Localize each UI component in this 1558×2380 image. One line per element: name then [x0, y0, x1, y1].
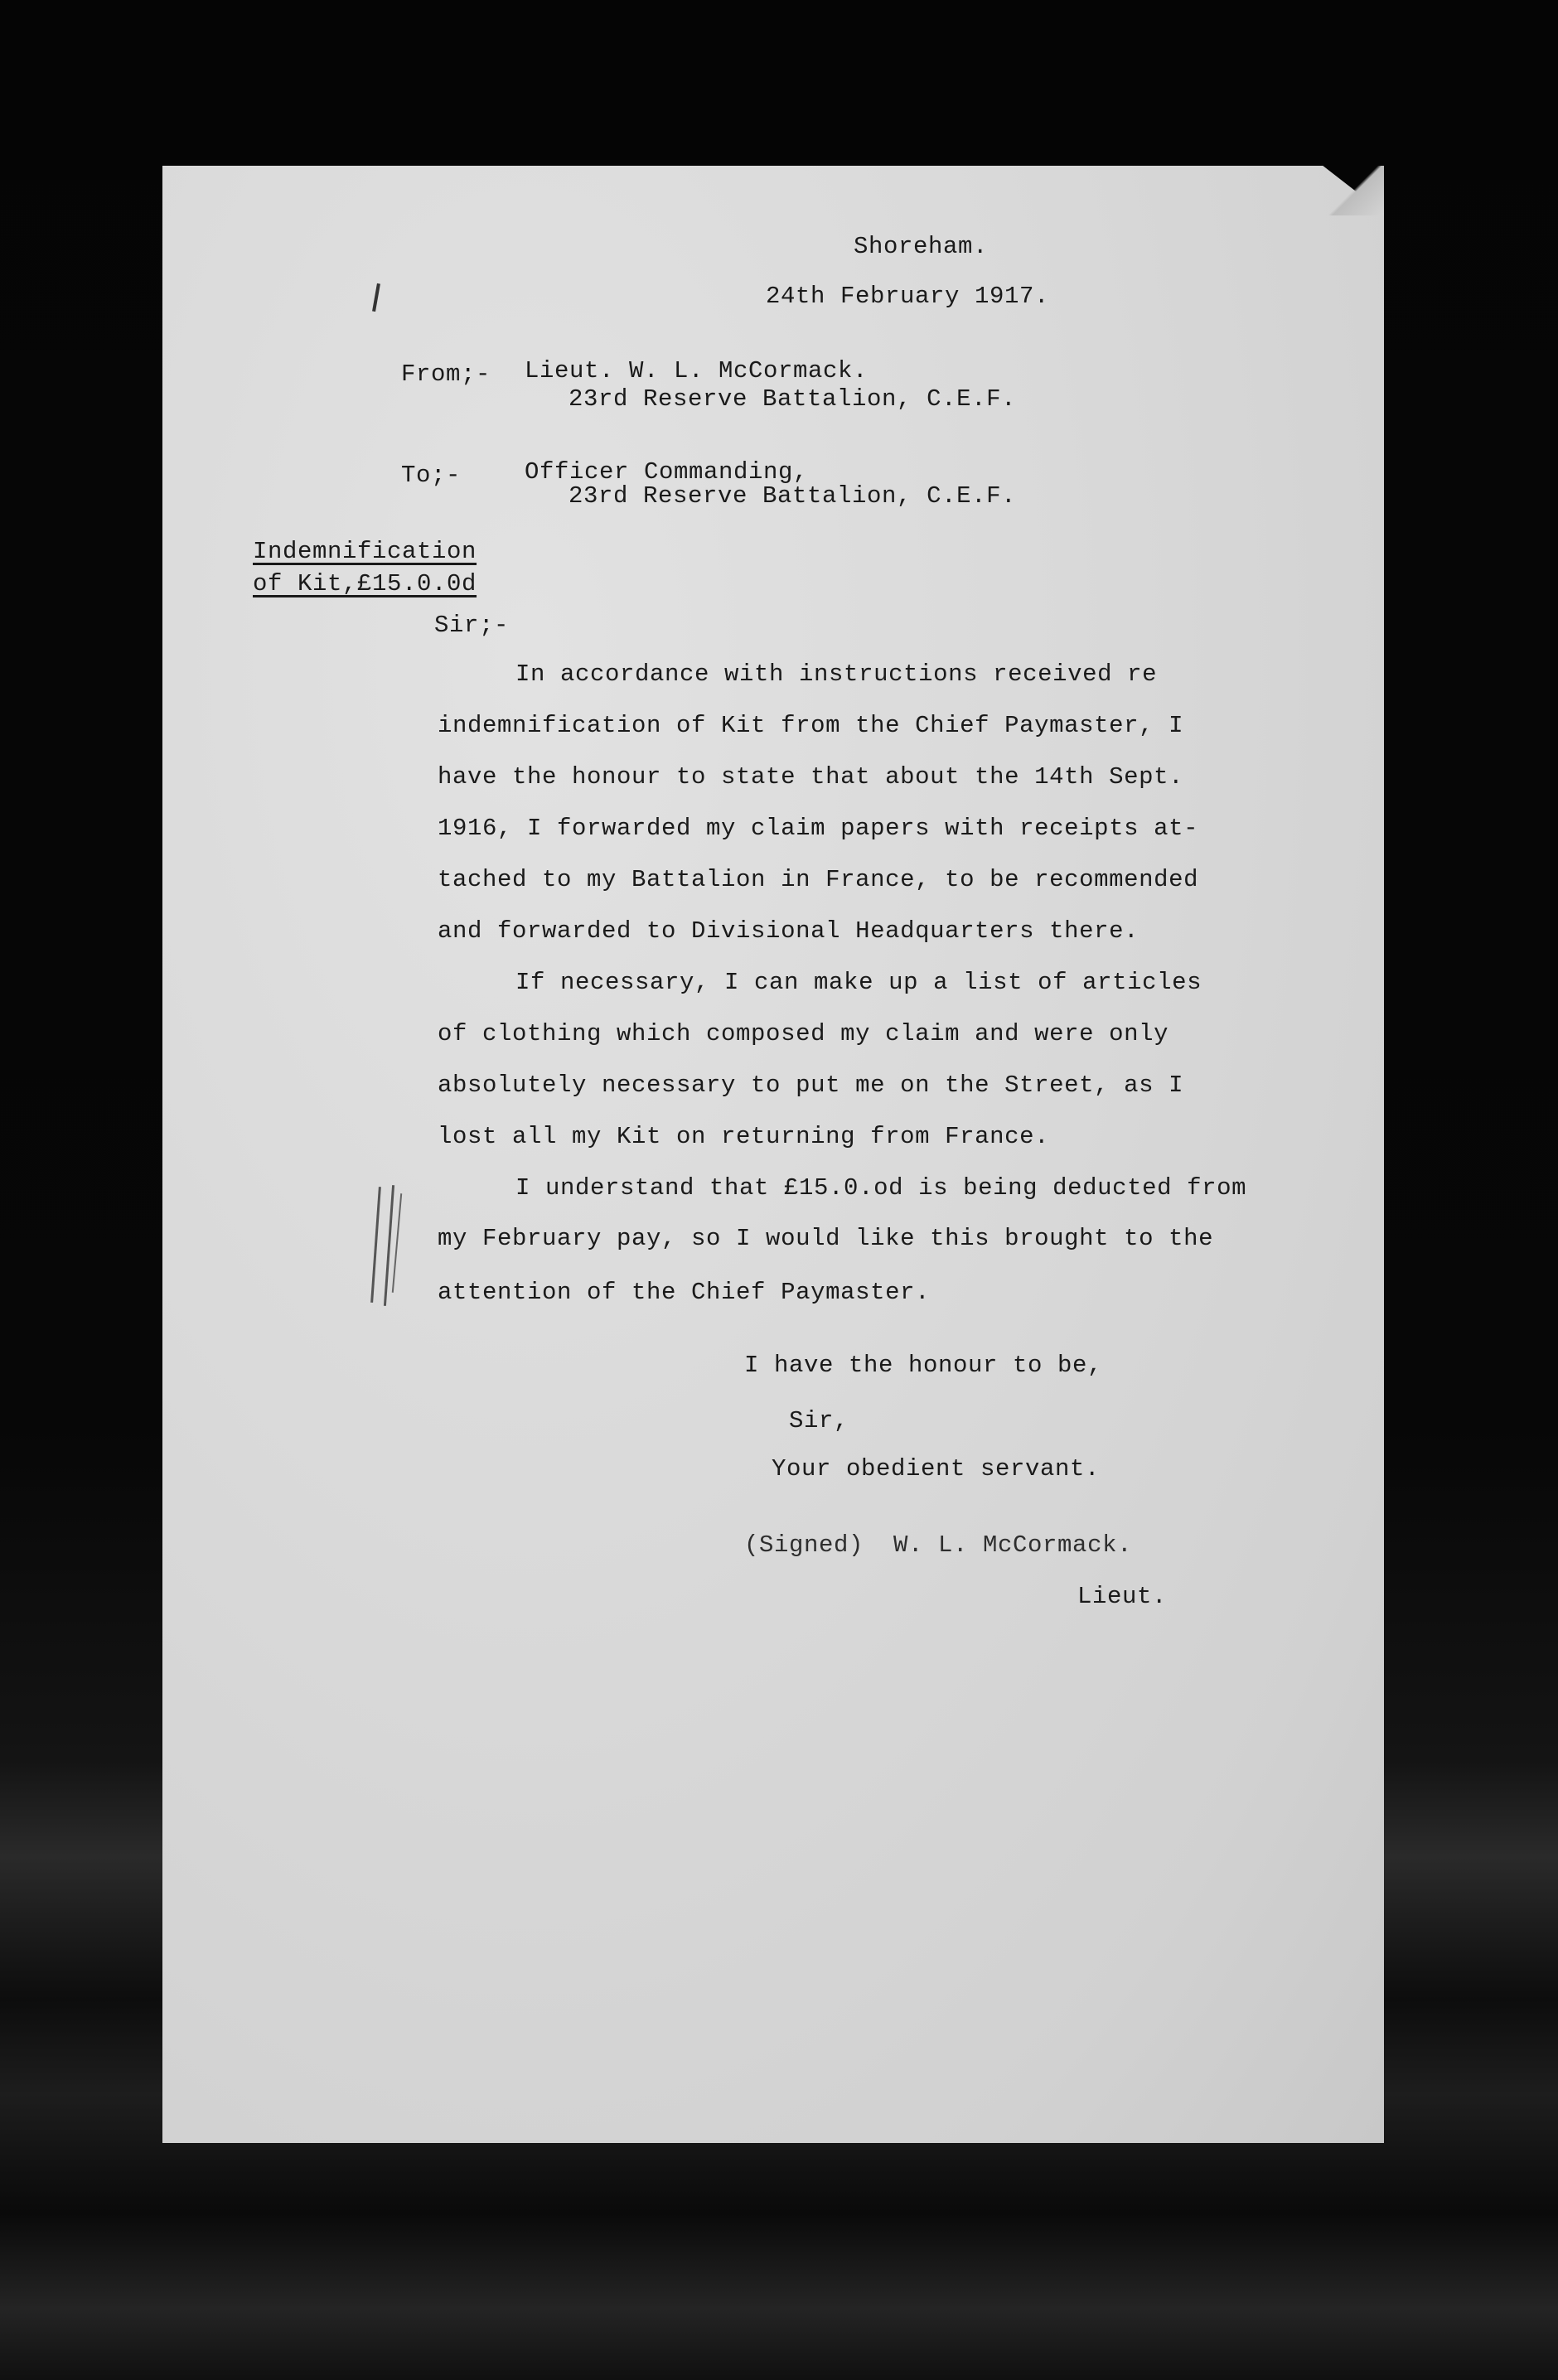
to-label: To;- — [401, 462, 462, 489]
body-line: indemnification of Kit from the Chief Paymaster, I — [438, 712, 1184, 739]
closing-line-1: I have the honour to be, — [744, 1352, 1103, 1379]
body-line: and forwarded to Divisional Headquarters there. — [438, 917, 1139, 945]
body-line: 1916, I forwarded my claim papers with receipts at- — [438, 815, 1199, 842]
from-label: From;- — [401, 360, 491, 388]
body-line: absolutely necessary to put me on the Street, as I — [438, 1071, 1184, 1099]
body-line: tached to my Battalion in France, to be recommended — [438, 866, 1199, 893]
body-line: my February pay, so I would like this brought to the — [438, 1225, 1214, 1252]
subject-line-2: of Kit,£15.0.0d — [253, 570, 477, 597]
to-line-2: 23rd Reserve Battalion, C.E.F. — [569, 482, 1017, 510]
body-line: I understand that £15.0.od is being deducted from — [515, 1174, 1247, 1202]
letter-date: 24th February 1917. — [766, 283, 1050, 310]
from-line-2: 23rd Reserve Battalion, C.E.F. — [569, 385, 1017, 413]
body-line: In accordance with instructions received re — [515, 660, 1158, 688]
body-line: If necessary, I can make up a list of articles — [515, 969, 1202, 996]
signature-rank: Lieut. — [1077, 1583, 1168, 1610]
body-line: have the honour to state that about the 14th Sept. — [438, 763, 1184, 791]
signature-line: (Signed) W. L. McCormack. — [744, 1531, 1133, 1559]
body-line: of clothing which composed my claim and were only — [438, 1020, 1169, 1047]
letter-place: Shoreham. — [854, 233, 989, 260]
subject-line-1: Indemnification — [253, 538, 477, 565]
closing-line-3: Your obedient servant. — [772, 1455, 1101, 1483]
body-line: attention of the Chief Paymaster. — [438, 1279, 931, 1306]
from-line-1: Lieut. W. L. McCormack. — [525, 357, 869, 385]
folded-corner — [1326, 166, 1384, 215]
to-line-1: Officer Commanding, — [525, 458, 809, 486]
body-line: lost all my Kit on returning from France. — [438, 1123, 1050, 1150]
salutation: Sir;- — [434, 612, 510, 639]
closing-line-2: Sir, — [789, 1407, 849, 1434]
